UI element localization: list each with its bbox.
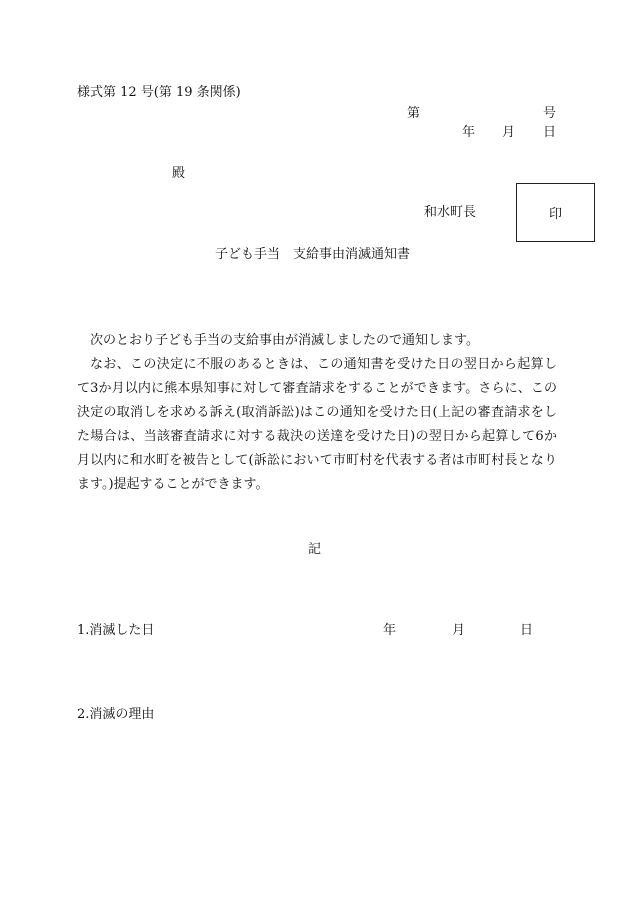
ki-heading: 記 [308,542,322,557]
body-text [77,329,557,497]
body-paragraph-2: なお、この決定に不服のあるときは、この通知書を受けた日の翌日から起算して3か月以内に熊本県知事に対して審査請求をすることができます。さらに、この決定の取消しを求める訴え(取消訴訟)はこの通知を受けた日(上記の審査請求をした場合は、当該審査請求に対する裁決の送達を受けた日)の翌日から起算して6か月以内に和水町を被告として(訴訟において市町村を代表する者は市町村長となります。)提起することができます。 [77,357,557,492]
document-title: 子ども手当 支給事由消滅通知書 [215,247,411,262]
item-2-label: 2.消滅の理由 [77,707,155,722]
item-1-month: 月 [452,623,466,638]
seal-box [516,183,595,242]
item-1-day: 日 [520,623,534,638]
seal-label: 印 [548,207,562,222]
date-month: 月 [502,125,516,140]
date-day: 日 [543,125,557,140]
item-1-label: 1.消滅した日 [77,623,155,638]
body-paragraph-1: 次のとおり子ども手当の支給事由が消滅しましたので通知します。 [90,333,479,348]
issuer-name: 和水町長 [424,205,477,220]
doc-number-suffix: 号 [543,106,557,121]
form-number: 様式第 12 号(第 19 条関係) [77,85,241,100]
doc-number-prefix: 第 [407,106,421,121]
item-1-year: 年 [383,623,397,638]
addressee-suffix: 殿 [172,166,186,181]
date-year: 年 [462,125,476,140]
